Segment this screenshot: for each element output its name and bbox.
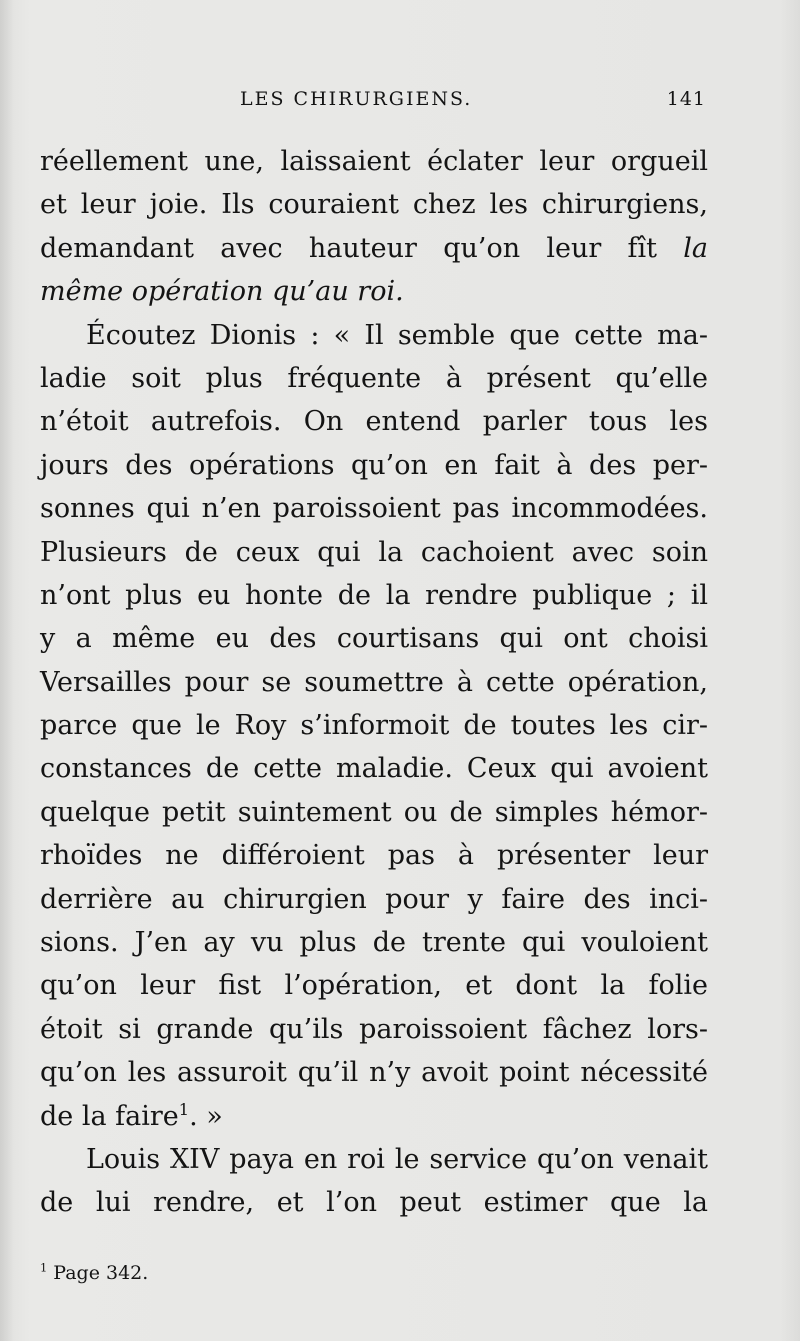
text-line: y a même eu des courtisans qui ont choisi: [40, 623, 708, 655]
text-line: qu’on leur fist l’opération, et dont la folie: [40, 970, 708, 1002]
text-line: [40, 227, 708, 270]
footnote: [40, 1262, 148, 1284]
text-line: ladie soit plus fréquente à présent qu’elle: [40, 362, 708, 394]
italic-text: même opération qu’au roi.: [40, 276, 404, 308]
footnote-marker: 1: [40, 1260, 48, 1275]
text-line: rhoïdes ne différoient pas à présenter leur: [40, 840, 708, 872]
text-line: sions. J’en ay vu plus de trente qui vouloient: [40, 927, 708, 959]
text-line: quelque petit suintement ou de simples hémor-: [40, 796, 708, 828]
text-line: réellement une, laissaient éclater leur orgueil: [40, 146, 708, 177]
running-head: [40, 86, 708, 116]
footnote-text: Page 342.: [53, 1262, 149, 1284]
text-line: sonnes qui n’en paroissoient pas incommodées.: [40, 493, 708, 525]
text-line: qu’on les assuroit qu’il n’y avoit point nécessité: [40, 1057, 708, 1089]
footnote-ref: 1: [178, 1099, 190, 1119]
text-line: jours des opérations qu’on en fait à des per-: [40, 449, 708, 481]
running-title: LES CHIRURGIENS.: [240, 88, 473, 110]
text-line: de lui rendre, et l’on peut estimer que la: [40, 1187, 708, 1219]
text-line: Écoutez Dionis : « Il semble que cette ma-: [86, 319, 708, 351]
text-line: [40, 270, 708, 313]
text-line: étoit si grande qu’ils paroissoient fâchez lors-: [40, 1013, 708, 1045]
text-line: [40, 1095, 708, 1138]
text-line: derrière au chirurgien pour y faire des inci-: [40, 883, 708, 915]
text-span: de la faire: [40, 1100, 179, 1132]
text-line: parce que le Roy s’informoit de toutes les cir-: [40, 710, 708, 742]
italic-text: la: [683, 232, 708, 264]
page-number: 141: [666, 88, 706, 110]
text-line: constances de cette maladie. Ceux qui avoient: [40, 753, 708, 785]
text-span: demandant avec hauteur qu’on leur fît: [40, 232, 684, 264]
text-line: Plusieurs de ceux qui la cachoient avec soin: [40, 536, 708, 568]
text-span: . »: [189, 1100, 223, 1132]
text-line: n’étoit autrefois. On entend parler tous les: [40, 406, 708, 438]
text-line: et leur joie. Ils couraient chez les chirurgiens,: [40, 189, 708, 221]
text-line: Versailles pour se soumettre à cette opération,: [40, 666, 708, 698]
text-line: Louis XIV paya en roi le service qu’on venait: [86, 1143, 708, 1175]
text-line: n’ont plus eu honte de la rendre publique ; il: [40, 579, 708, 611]
body-text: [40, 140, 708, 1225]
